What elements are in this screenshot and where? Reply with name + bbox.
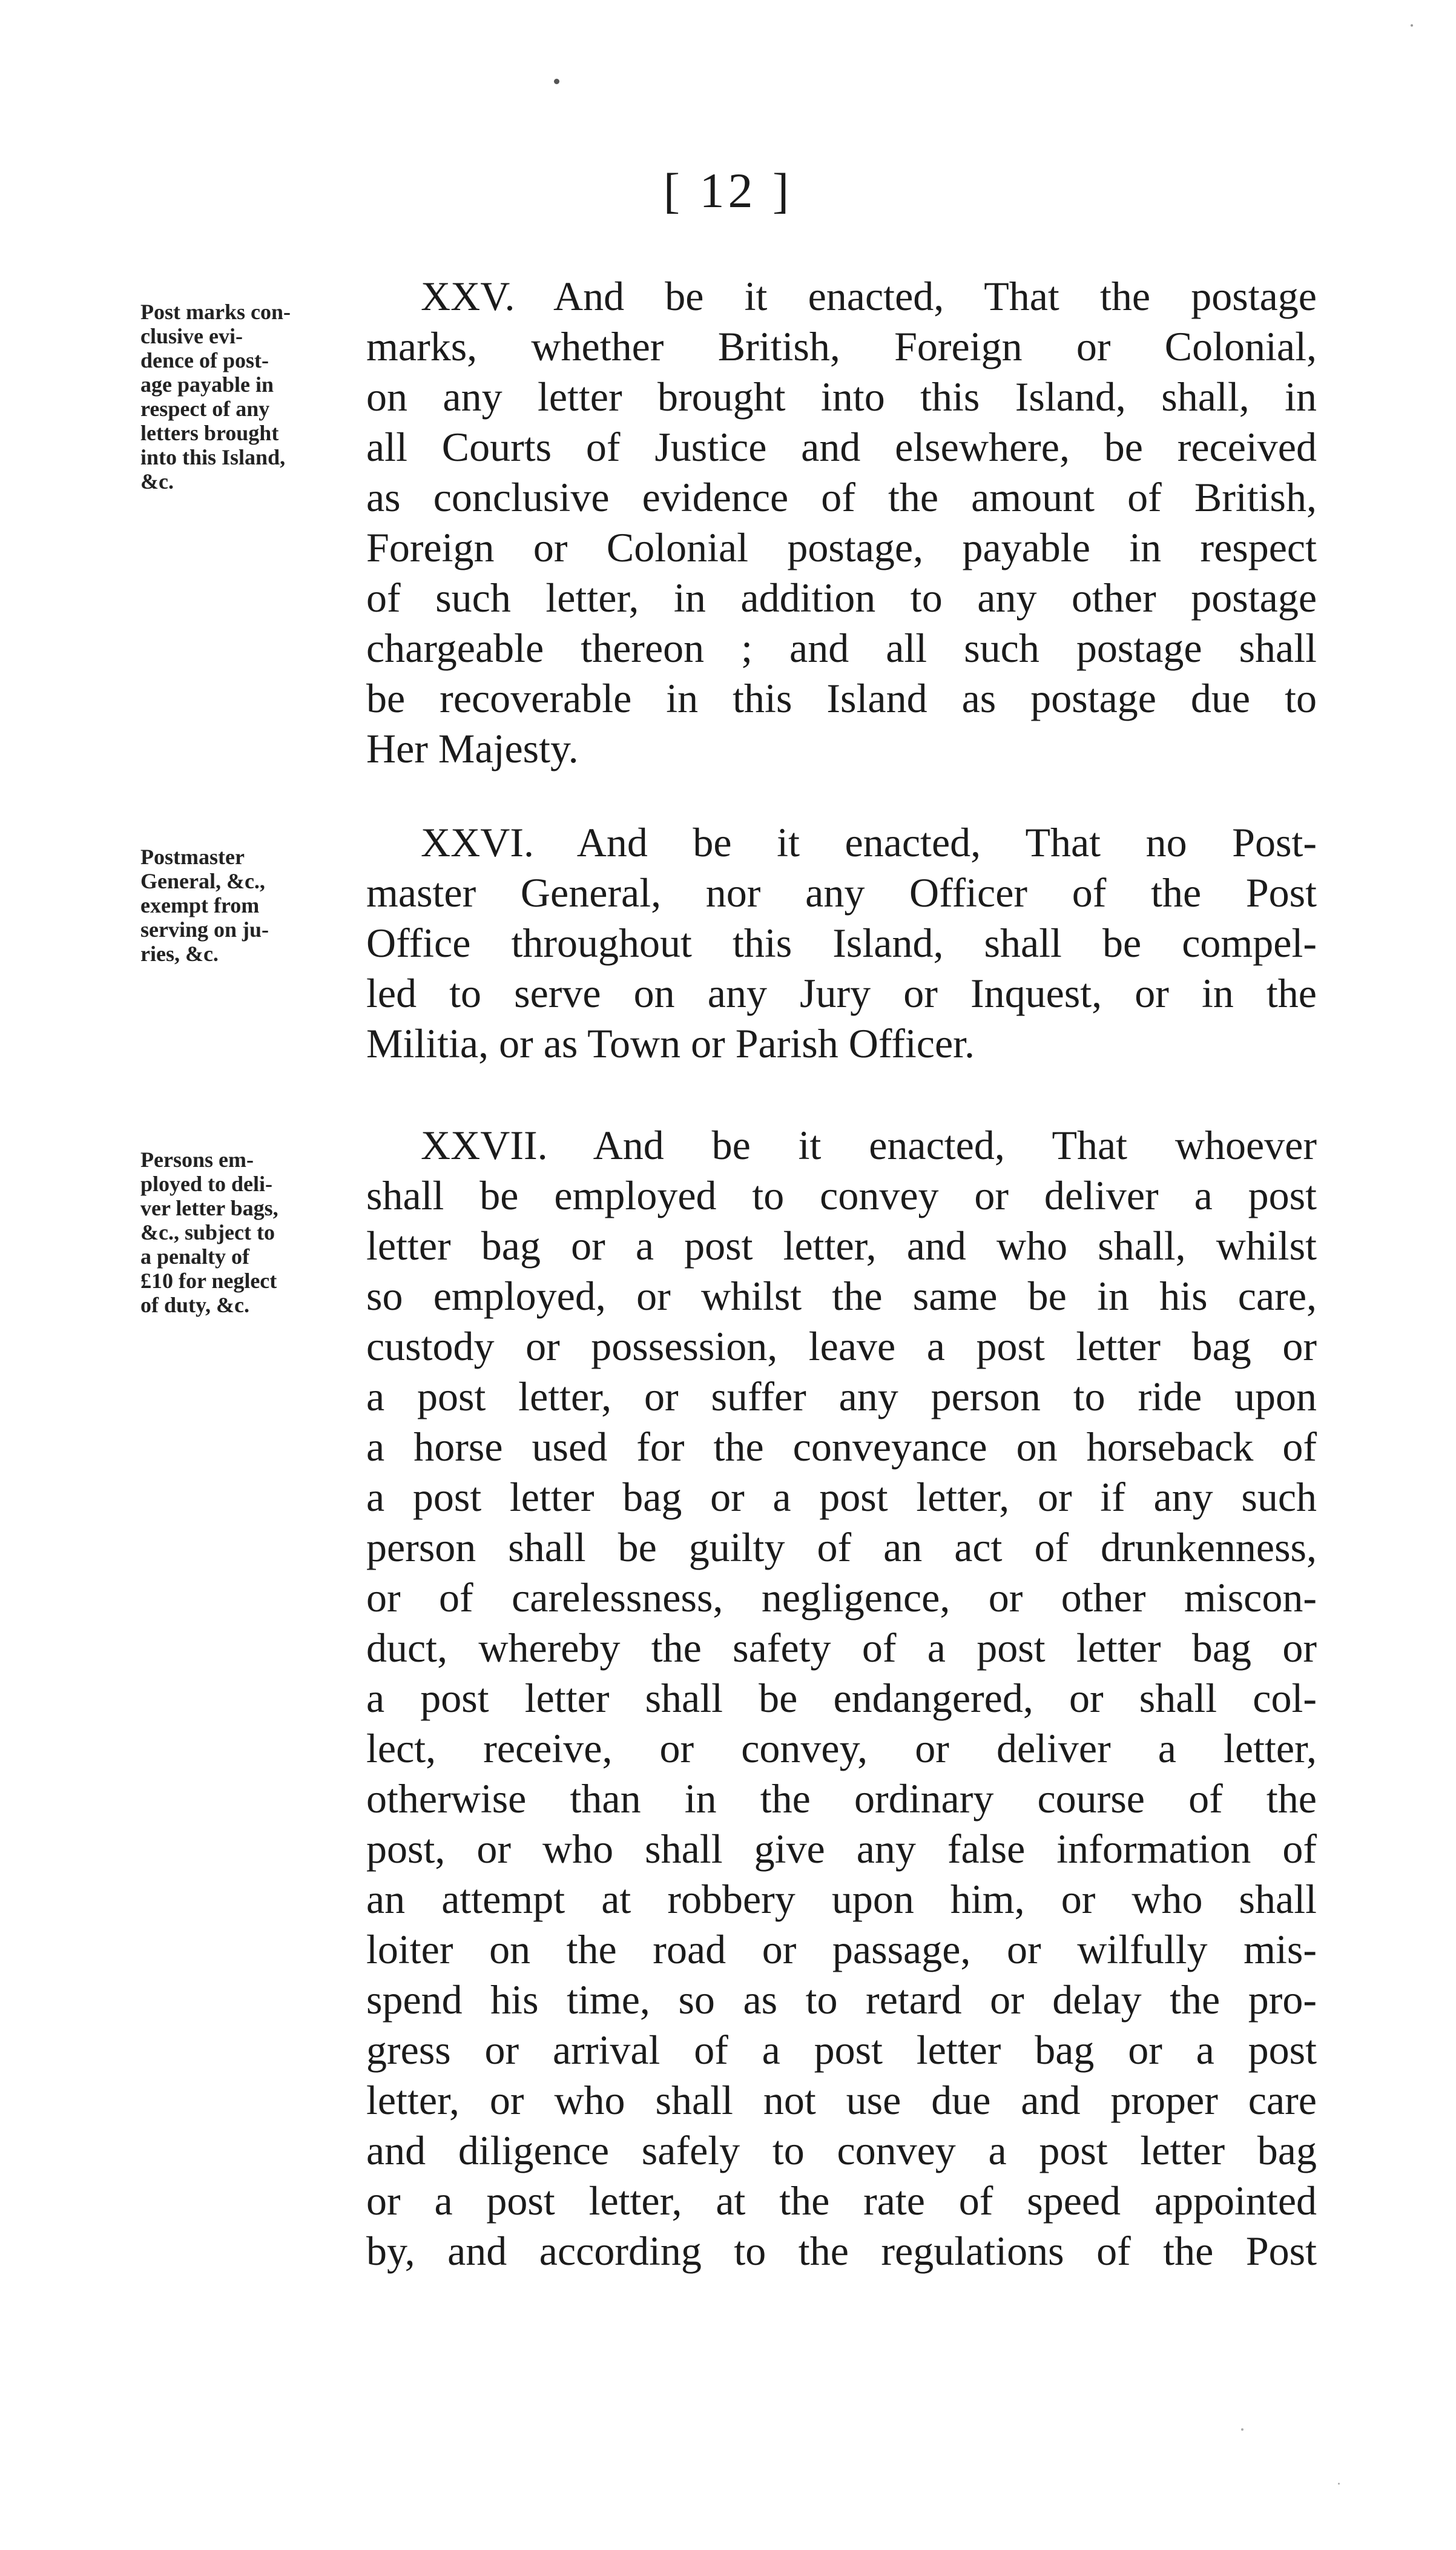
text-line: duct, whereby the safety of a post letter bag or (366, 1625, 1317, 1671)
margin-note-line: &c. (140, 469, 174, 494)
margin-note-line: &c., subject to (140, 1220, 275, 1244)
text-line: be recoverable in this Island as postage due to (366, 675, 1317, 721)
margin-note-line: clusive evi- (140, 324, 243, 348)
margin-note-line: age payable in (140, 372, 274, 397)
text-line: chargeable thereon ; and all such postage shall (366, 625, 1317, 671)
text-line: a post letter bag or a post letter, or if any such (366, 1474, 1317, 1520)
text-line: XXV. And be it enacted, That the postage (421, 273, 1317, 319)
text-line: or of carelessness, negligence, or other miscon- (366, 1574, 1317, 1620)
text-line: post, or who shall give any false information of (366, 1826, 1317, 1872)
text-line: a horse used for the conveyance on horseback of (366, 1424, 1317, 1470)
paper-speck (1241, 2428, 1244, 2431)
text-line: so employed, or whilst the same be in his care, (366, 1273, 1317, 1319)
margin-note-line: letters brought (140, 421, 279, 445)
paper-speck (1411, 24, 1413, 27)
text-line: XXVI. And be it enacted, That no Post- (421, 819, 1317, 865)
text-line: Militia, or as Town or Parish Officer. (366, 1020, 975, 1066)
text-line: as conclusive evidence of the amount of British, (366, 474, 1317, 520)
text-line: shall be employed to convey or deliver a post (366, 1172, 1317, 1218)
text-line: lect, receive, or convey, or deliver a letter, (366, 1725, 1317, 1771)
margin-note-line: dence of post- (140, 348, 269, 372)
margin-note (140, 1148, 349, 1317)
paper-speck (1338, 2483, 1340, 2485)
text-line: person shall be guilty of an act of drunkenness, (366, 1524, 1317, 1570)
text-line: a post letter, or suffer any person to ride upon (366, 1373, 1317, 1419)
margin-note-line: Persons em- (140, 1148, 254, 1172)
text-line: gress or arrival of a post letter bag or a post (366, 2027, 1317, 2073)
margin-note-line: a penalty of (140, 1244, 249, 1269)
margin-note-line: ries, &c. (140, 942, 219, 966)
section-body (366, 1120, 1317, 2276)
text-line: otherwise than in the ordinary course of the (366, 1775, 1317, 1822)
text-line: an attempt at robbery upon him, or who shall (366, 1876, 1317, 1922)
margin-note-line: into this Island, (140, 445, 286, 469)
text-line: marks, whether British, Foreign or Colonial, (366, 323, 1317, 369)
margin-note (140, 845, 349, 966)
text-line: custody or possession, leave a post letter bag or (366, 1323, 1317, 1369)
paper-speck (554, 79, 559, 84)
text-line: master General, nor any Officer of the Post (366, 870, 1317, 916)
page-number: [ 12 ] (663, 163, 793, 218)
text-line: loiter on the road or passage, or wilfully mis- (366, 1926, 1317, 1972)
text-line: by, and according to the regulations of the Post (366, 2228, 1317, 2274)
text-line: Her Majesty. (366, 725, 579, 771)
margin-note-line: General, &c., (140, 869, 265, 893)
section-body (366, 271, 1317, 774)
margin-note-line: exempt from (140, 893, 260, 917)
text-line: Office throughout this Island, shall be compel- (366, 920, 1317, 966)
margin-note-line: Post marks con- (140, 300, 291, 324)
text-line: and diligence safely to convey a post letter bag (366, 2127, 1317, 2173)
margin-note-line: ployed to deli- (140, 1172, 273, 1196)
text-line: led to serve on any Jury or Inquest, or in the (366, 970, 1317, 1016)
text-line: on any letter brought into this Island, shall, in (366, 374, 1317, 420)
text-line: of such letter, in addition to any other postage (366, 575, 1317, 621)
text-line: letter bag or a post letter, and who shall, whilst (366, 1223, 1317, 1269)
margin-note-line: Postmaster (140, 845, 245, 869)
section-body (366, 818, 1317, 1069)
text-line: a post letter shall be endangered, or shall col- (366, 1675, 1317, 1721)
margin-note (140, 300, 349, 494)
margin-note-line: £10 for neglect (140, 1269, 277, 1293)
margin-note-line: of duty, &c. (140, 1293, 249, 1317)
text-line: all Courts of Justice and elsewhere, be received (366, 424, 1317, 470)
margin-note-line: serving on ju- (140, 917, 269, 942)
text-line: XXVII. And be it enacted, That whoever (421, 1122, 1317, 1168)
text-line: letter, or who shall not use due and proper care (366, 2077, 1317, 2123)
text-line: Foreign or Colonial postage, payable in respect (366, 524, 1317, 570)
text-line: spend his time, so as to retard or delay the pro- (366, 1977, 1317, 2023)
margin-note-line: ver letter bags, (140, 1196, 278, 1220)
margin-note-line: respect of any (140, 397, 270, 421)
text-line: or a post letter, at the rate of speed appointed (366, 2178, 1317, 2224)
